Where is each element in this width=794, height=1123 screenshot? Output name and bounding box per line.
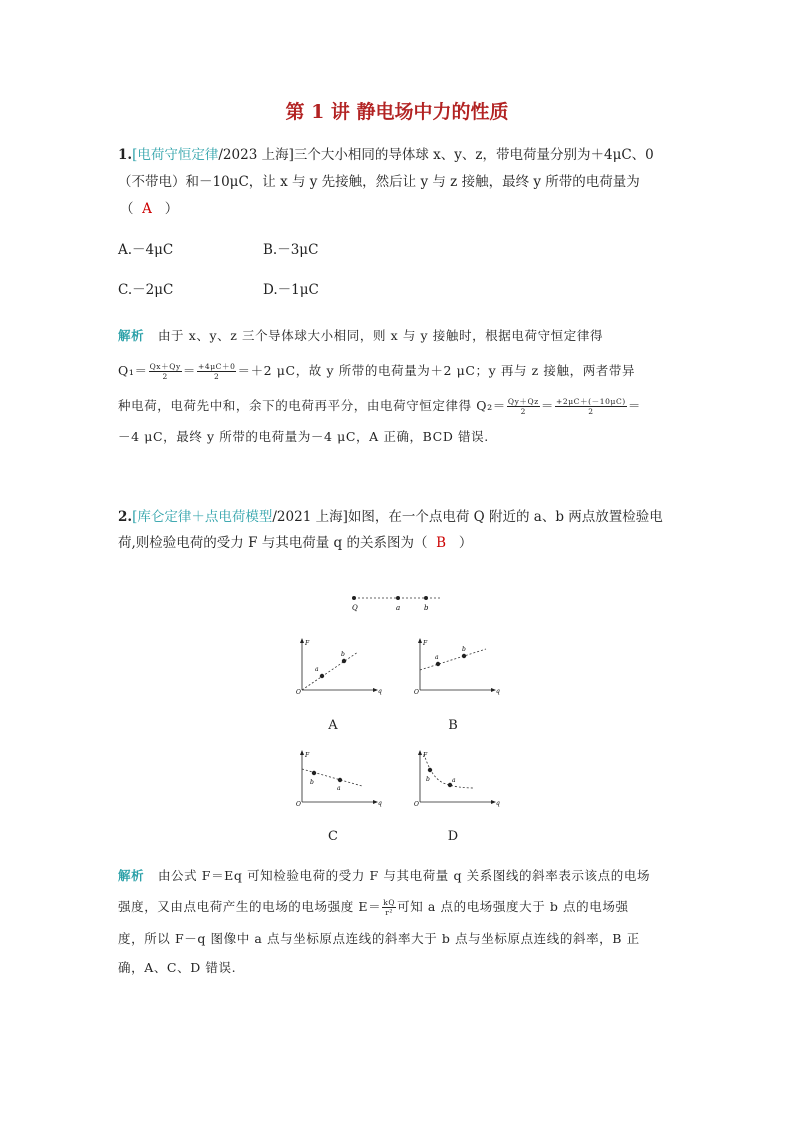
explanation-label: 解析 [118,868,145,883]
question-1-line-1 [118,146,654,164]
label-a: a [396,604,401,612]
question-2-answer: B [436,535,446,551]
point-label: a [435,654,439,661]
question-1-number: 1. [118,147,133,163]
option-a: A.－4μC [118,242,174,258]
q2-explanation-line-1: 解析 由公式 F＝Eq 可知检验电荷的受力 F 与其电荷量 q 关系图线的斜率表示该点的电场 [118,868,651,883]
question-2-text: /2021 上海]如图，在一个点电荷 Q 附近的 a、b 两点放置检验电 [272,509,663,525]
origin-label: O [296,689,301,696]
y-axis-label: F [423,640,428,647]
y-axis-label: F [305,640,310,647]
origin-label: O [414,801,419,808]
point-label: b [310,779,314,786]
question-2-line-2: 荷,则检验电荷的受力 F 与其电荷量 q 的关系图为（ B ） [118,535,473,551]
charge-line-diagram [340,590,450,614]
point-q [352,596,356,600]
question-1-text: /2023 上海]三个大小相同的导体球 x、y、z，带电荷量分别为＋4μC、0 [218,147,654,163]
label-b: b [424,604,429,612]
chart-a [292,636,382,696]
fraction: $\frac{Qy+Qz}{2}$ [507,397,539,416]
chart-b-caption: B [448,718,458,733]
q1-explanation-line-2: Q₁＝ $\frac{Qx+Qy}{2}$ ＝ $\frac{+4\mu C+0}{2}$ ＝＋2 μC，故 y 所带的电荷量为＋2 μC；y 再与 z 接触，两者带异 [118,362,636,381]
question-1-line-2: （不带电）和－10μC，让 x 与 y 先接触，然后让 y 与 z 接触，最终 y 所带的电荷量为 [118,174,640,190]
chart-c-point-b [312,771,316,775]
page-title: 第 1 讲 静电场中力的性质 [285,101,509,123]
question-2-tag: [库仑定律＋点电荷模型 [132,509,273,525]
option-b: B.－3μC [263,242,319,258]
point-label: b [341,651,345,658]
chart-a-caption: A [328,718,338,733]
question-1-answer-line: （ A ） [120,201,179,217]
chart-b [410,636,500,696]
chart-c [292,748,382,808]
question-2-line-1 [118,508,663,526]
question-1-answer: A [142,201,152,217]
q1-explanation-line-3: 种电荷，电荷先中和，余下的电荷再平分，由电荷守恒定律得 Q₂＝ $\frac{Qy+Qz}{2}$ ＝ $\frac{+2\mu C+(-10\mu C)}{2}$ ＝ [118,397,641,416]
point-b [424,596,428,600]
origin-label: O [414,689,419,696]
q1-explanation-line-4: －4 μC，最终 y 所带的电荷量为－4 μC，A 正确，BCD 错误. [118,429,489,444]
chart-b-point-a [436,662,440,666]
y-axis-label: F [423,752,428,759]
point-label: a [315,666,319,673]
fraction: $\frac{kQ}{\text{r²}}$ [383,898,396,917]
chart-d [410,748,500,808]
chart-c-caption: C [328,829,338,844]
option-c: C.－2μC [118,282,174,298]
point-label: a [337,785,341,792]
chart-a-point-b [342,659,346,663]
point-label: b [426,776,430,783]
y-axis-label: F [305,752,310,759]
chart-d-caption: D [447,829,459,844]
point-label: a [452,777,456,784]
chart-b-point-b [462,654,466,658]
fraction: $\frac{Qx+Qy}{2}$ [149,362,181,381]
question-1-tag: [电荷守恒定律 [132,147,219,163]
q2-explanation-line-4: 确，A、C、D 错误. [118,960,237,975]
origin-label: O [296,801,301,808]
point-a [396,596,400,600]
chart-a-point-a [320,674,324,678]
x-axis-label: q [496,688,500,695]
label-q: Q [352,604,358,612]
fraction: $\frac{+2\mu C+(-10\mu C)}{2}$ [555,397,626,416]
x-axis-label: q [378,688,382,695]
q1-explanation-line-1: 解析 由于 x、y、z 三个导体球大小相同，则 x 与 y 接触时，根据电荷守恒定律得 [118,328,604,343]
q2-explanation-line-3: 度，所以 F－q 图像中 a 点与坐标原点连线的斜率大于 b 点与坐标原点连线的斜率，B 正 [118,931,640,946]
chart-c-point-a [338,778,342,782]
point-label: b [462,646,466,653]
explanation-label: 解析 [118,328,145,343]
chart-d-point-b [428,768,432,772]
x-axis-label: q [378,800,382,807]
question-2-number: 2. [118,509,133,525]
x-axis-label: q [496,800,500,807]
fraction: $\frac{+4\mu C+0}{2}$ [197,362,236,381]
option-d: D.－1μC [263,282,319,298]
q2-explanation-line-2: 强度，又由点电荷产生的电场的电场强度 E＝ $\frac{kQ}{\text{r²}}$ 可知 a 点的电场强度大于 b 点的电场强 [118,898,629,917]
